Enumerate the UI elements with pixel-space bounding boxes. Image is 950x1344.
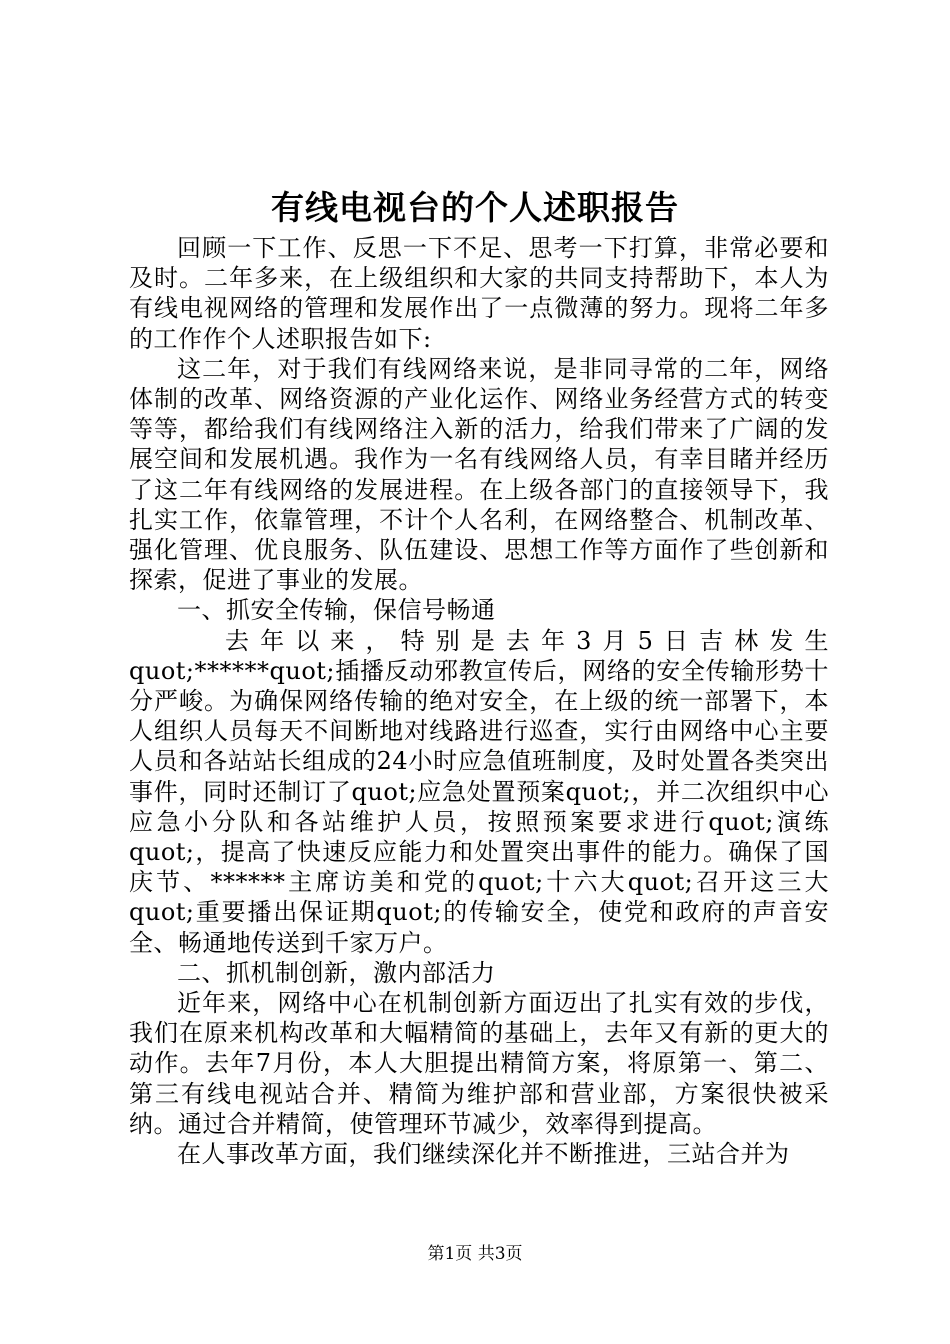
paragraph-overview: 这二年，对于我们有线网络来说，是非同寻常的二年，网络体制的改革、网络资源的产业化运作、网络业务经营方式的转变等等，都给我们有线网络注入新的活力，给我们带来了广阔的发展空间和发展机遇。我作为一名有线网络人员，有幸目睹并经历了这二年有线网络的发展进程。在上级各部门的直接领导下，我扎实工作，依靠管理，不计个人名利，在网络整合、机制改革、强化管理、优良服务、队伍建设、思想工作等方面作了些创新和探索，促进了事业的发展。: [129, 354, 829, 595]
page-footer: 第1页 共3页: [427, 1244, 523, 1264]
document-title: 有线电视台的个人述职报告: [271, 188, 679, 227]
paragraph-personnel: 在人事改革方面，我们继续深化并不断推进，三站合并为: [177, 1140, 790, 1169]
paragraph-security: 去年以来，特别是去年3月5日吉林发生quot;******quot;插播反动邪教宣传后，网络的安全传输形势十分严峻。为确保网络传输的绝对安全，在上级的统一部署下，本人组织人员每天不间断地对线路进行巡查，实行由网络中心主要人员和各站站长组成的24小时应急值班制度，及时处置各类突出事件，同时还制订了quot;应急处置预案quot;，并二次组织中心应急小分队和各站维护人员，按照预案要求进行quot;演练quot;，提高了快速反应能力和处置突出事件的能力。确保了国庆节、******主席访美和党的quot;十六大quot;召开这三大quot;重要播出保证期quot;的传输安全，使党和政府的声音安全、畅通地传送到千家万户。: [129, 626, 829, 957]
document-body: [129, 233, 829, 1169]
section-heading-2: 二、抓机制创新，激内部活力: [177, 958, 496, 987]
paragraph-mechanism: 近年来，网络中心在机制创新方面迈出了扎实有效的步伐，我们在原来机构改革和大幅精简的基础上，去年又有新的更大的动作。去年7月份，本人大胆提出精简方案，将原第一、第二、第三有线电视站合并、精简为维护部和营业部，方案很快被采纳。通过合并精简，使管理环节减少，效率得到提高。: [129, 989, 829, 1138]
section-heading-1: 一、抓安全传输，保信号畅通: [177, 596, 496, 625]
paragraph-intro: 回顾一下工作、反思一下不足、思考一下打算，非常必要和及时。二年多来，在上级组织和大家的共同支持帮助下，本人为有线电视网络的管理和发展作出了一点微薄的努力。现将二年多的工作作个人述职报告如下:: [129, 234, 829, 353]
